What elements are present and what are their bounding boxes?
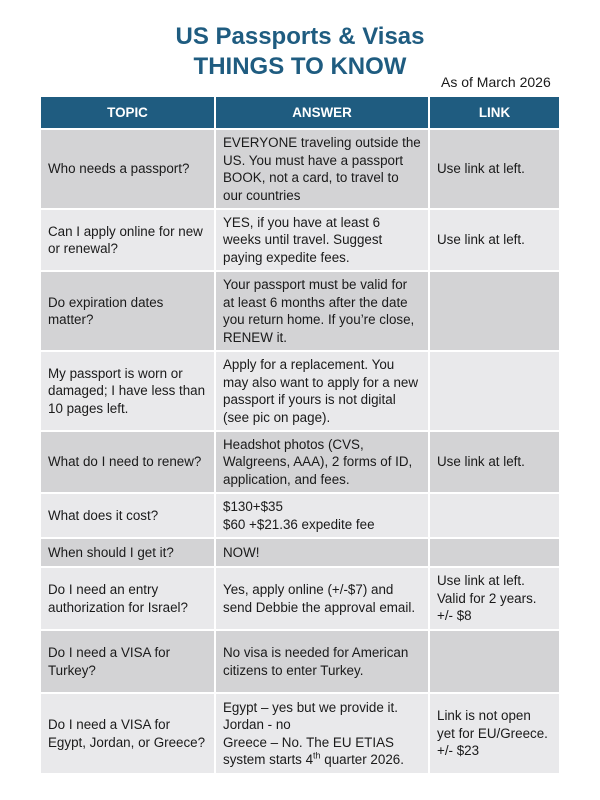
table-row [41, 129, 559, 209]
answer-cell: NOW! [215, 538, 429, 567]
topic-cell: When should I get it? [41, 538, 215, 567]
table-header-row [41, 97, 559, 129]
title-line-1: US Passports & Visas [175, 23, 425, 50]
link-cell: Use link at left. [429, 209, 559, 271]
answer-cell: Apply for a replacement. You may also want to apply for a new passport if yours is not digital (see pic on page). [215, 351, 429, 431]
title-line-2: THINGS TO KNOW [193, 53, 407, 80]
topic-cell: What do I need to renew? [41, 431, 215, 493]
answer-cell: EVERYONE traveling outside the US. You must have a passport BOOK, not a card, to travel to our countries [215, 129, 429, 209]
link-cell [429, 493, 559, 538]
answer-cell: YES, if you have at least 6 weeks until travel. Suggest paying expedite fees. [215, 209, 429, 271]
topic-cell: Do I need a VISA for Egypt, Jordan, or Greece? [41, 693, 215, 773]
topic-cell: What does it cost? [41, 493, 215, 538]
table-row [41, 693, 559, 773]
as-of-date: As of March 2026 [441, 74, 551, 90]
answer-line-jordan: Jordan - no [223, 717, 291, 732]
answer-line-greece-text: Greece – No. The EU ETIAS system starts 4 [223, 734, 394, 767]
answer-line-egypt: Egypt – yes but we provide it. [223, 699, 398, 715]
table-row [41, 567, 559, 630]
column-header-link: LINK [429, 97, 559, 129]
table-row [41, 538, 559, 567]
link-cell [429, 630, 559, 693]
answer-cell: $130+$35 $60 +$21.36 expedite fee [215, 493, 429, 538]
topic-cell: Can I apply online for new or renewal? [41, 209, 215, 271]
table-row [41, 431, 559, 493]
link-cell: Use link at left. Valid for 2 years. +/- $8 [429, 567, 559, 630]
topic-cell: Do I need a VISA for Turkey? [41, 630, 215, 693]
column-header-topic: TOPIC [41, 97, 215, 129]
answer-cell: Your passport must be valid for at least 6 months after the date you return home. If you’re close, RENEW it. [215, 271, 429, 351]
link-cell [429, 351, 559, 431]
answer-line-greece [223, 734, 421, 769]
column-header-answer: ANSWER [215, 97, 429, 129]
table-row [41, 493, 559, 538]
topic-cell: My passport is worn or damaged; I have less than 10 pages left. [41, 351, 215, 431]
link-cell [429, 538, 559, 567]
faq-table [41, 97, 559, 773]
link-cell [429, 271, 559, 351]
answer-cell: Headshot photos (CVS, Walgreens, AAA), 2 forms of ID, application, and fees. [215, 431, 429, 493]
link-cell: Use link at left. [429, 129, 559, 209]
table-row [41, 630, 559, 693]
answer-line-greece-tail: quarter 2026. [320, 752, 404, 767]
link-cell: Link is not open yet for EU/Greece. +/- $23 [429, 693, 559, 773]
topic-cell: Do I need an entry authorization for Israel? [41, 567, 215, 630]
table-row [41, 209, 559, 271]
table-row [41, 351, 559, 431]
topic-cell: Do expiration dates matter? [41, 271, 215, 351]
answer-cell: Yes, apply online (+/-$7) and send Debbie the approval email. [215, 567, 429, 630]
answer-cell [215, 693, 429, 773]
answer-cell: No visa is needed for American citizens to enter Turkey. [215, 630, 429, 693]
topic-cell: Who needs a passport? [41, 129, 215, 209]
link-cell: Use link at left. [429, 431, 559, 493]
table-row [41, 271, 559, 351]
ordinal-suffix: th [313, 750, 321, 761]
page-title [0, 22, 600, 82]
